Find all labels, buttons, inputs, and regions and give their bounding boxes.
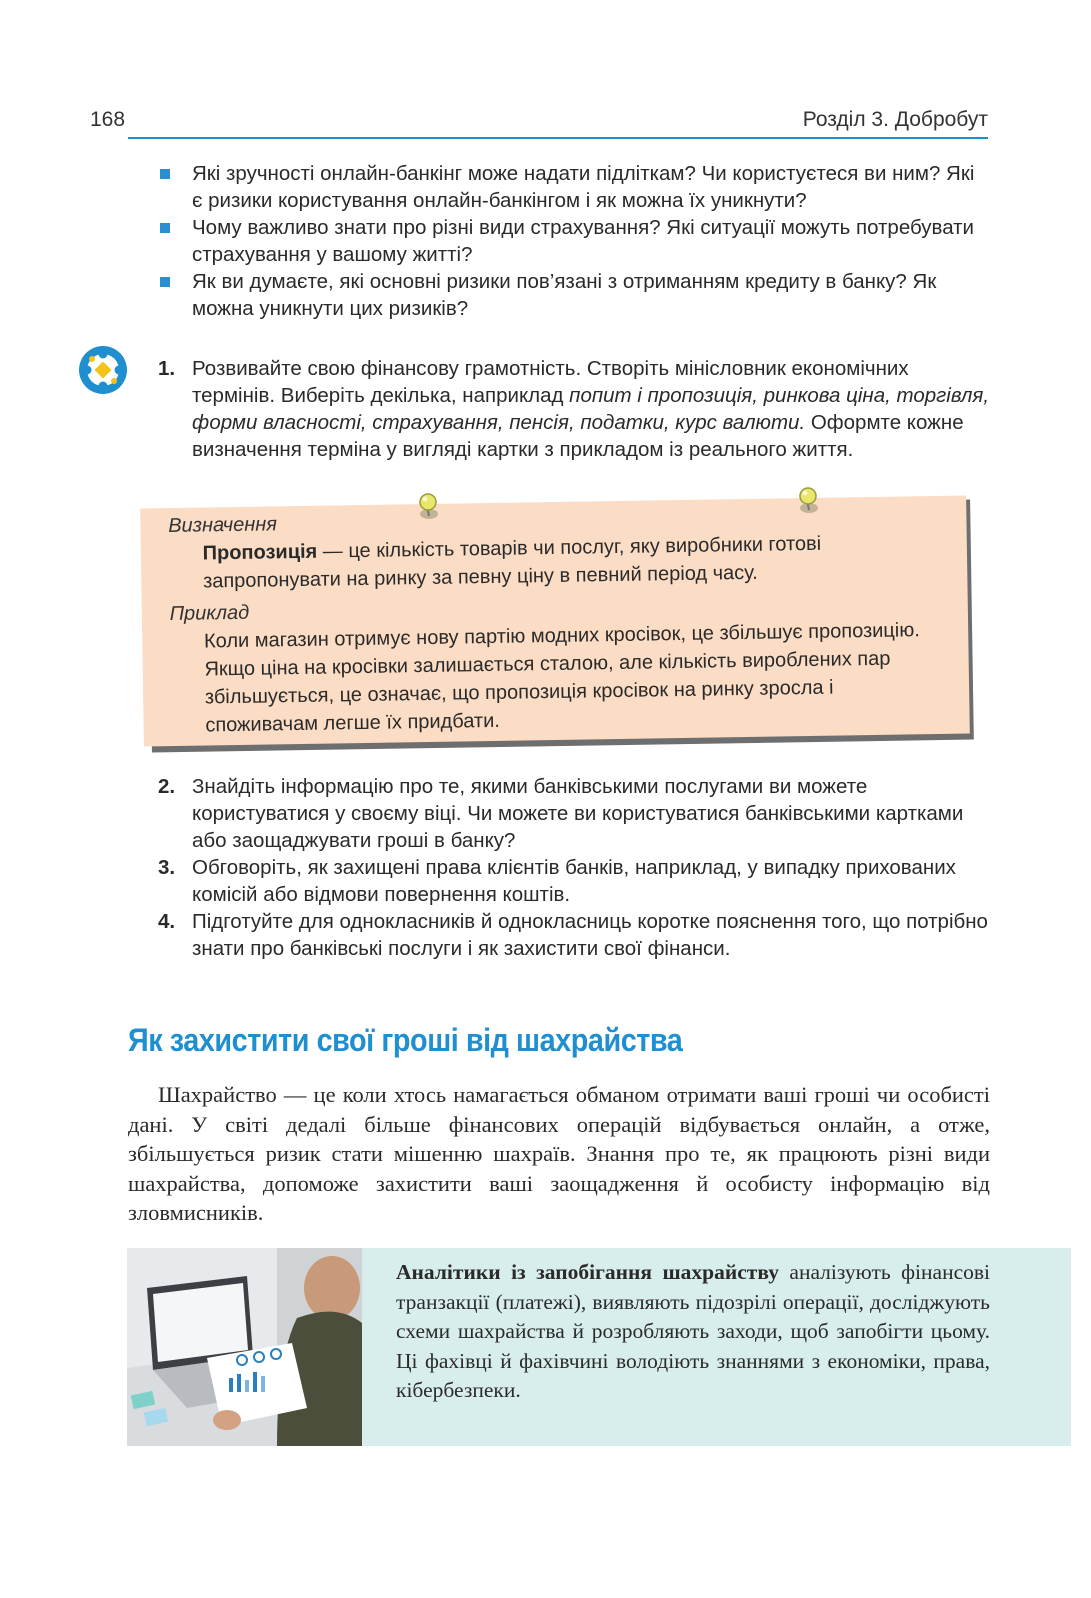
section-title: Як захистити свої гроші від шахрайства — [128, 1022, 683, 1058]
chapter-title: Розділ 3. Добробут — [802, 108, 988, 131]
bullet-icon — [160, 169, 170, 179]
info-text: Аналітики із запобігання шахрайству аналізують фінансові транзакції (платежі), виявляють підозрілі операції, досліджують схеми шахрайства й розробляють заходи, щоб запобігти цьому. Ці фахівці й фахівчині володіють знаннями з економіки, права, кібербезпеки. — [396, 1260, 990, 1402]
task-4: 4. Підготуйте для однокласників й однокласниць коротке пояснення того, що потрібно знати про банківські послуги і як захистити свої фінанси. — [158, 910, 988, 960]
definition-label: Визначення — [168, 513, 278, 537]
page-number: 168 — [90, 108, 126, 131]
laptop-analyst-photo — [127, 1248, 362, 1446]
example-label: Приклад — [169, 601, 250, 625]
question-list — [158, 160, 990, 322]
term: Пропозиція — [202, 540, 318, 565]
header-rule — [128, 137, 988, 139]
list-item: Чому важливо знати про різні види страхування? Які ситуації можуть потребувати страхування у вашому житті? — [158, 214, 990, 268]
bullet-icon — [160, 277, 170, 287]
body-paragraph: Шахрайство — це коли хтось намагається обманом отримати ваші гроші чи особисті дані. У світі дедалі більше фінансових операцій відбувається онлайн, а отже, збільшується ризик стати мішенню шахраїв. Знання про те, як працюють різні види шахрайства, допоможе захистити ваші заощадження й особисту інформацію від зловмисників. — [128, 1082, 990, 1225]
task-icon — [78, 345, 128, 395]
example-text: Коли магазин отримує нову партію модних кросівок, це збільшує пропозицію. Якщо ціна на кросівки залишається сталою, але кількість вироблених пар збільшується, це означає, що пропозиція кросівок на ринку зросла і споживачам легше їх придбати. — [203, 619, 920, 737]
task-1: 1. Розвивайте свою фінансову грамотність. Створіть мінісловник економічних термінів. Виберіть декілька, наприклад попит і пропозиція, ринкова ціна, торгівля, форми власності, страхування, пенсія, податки, курс валюти. Оформте кожне визначення терміна у вигляді картки з прикладом із реального життя. — [158, 357, 990, 461]
list-item: Які зручності онлайн-банкінг може надати підліткам? Чи користуєтеся ви ним? Які є ризики користування онлайн-банкінгом і як можна їх уникнути? — [158, 160, 990, 214]
bullet-icon — [160, 223, 170, 233]
list-item: Як ви думаєте, які основні ризики пов’язані з отриманням кредиту в банку? Як можна уникнути цих ризиків? — [158, 268, 990, 322]
definition-text: Пропозиція — це кількість товарів чи послуг, яку виробники готові запропонувати на ринку за певну ціну в певний період часу. — [202, 532, 822, 593]
task-number: 3. — [158, 856, 176, 879]
task-terms: попит і пропозиція, ринкова ціна, торгівля, форми власності, страхування, пенсія, податки, курс валюти. — [192, 384, 990, 434]
card-content — [168, 500, 951, 740]
task-number: 1. — [158, 357, 176, 380]
task-2: 2. Знайдіть інформацію про те, якими банківськими послугами ви можете користуватися у своєму віці. Чи можете ви користуватися банківськими картками або заощаджувати гроші в банку? — [158, 775, 964, 852]
task-number: 4. — [158, 910, 176, 933]
info-bold: Аналітики із запобігання шахрайству — [396, 1260, 779, 1284]
task-number: 2. — [158, 775, 176, 798]
task-3: 3. Обговоріть, як захищені права клієнтів банків, наприклад, у випадку прихованих комісій або відмови повернення коштів. — [158, 856, 956, 906]
